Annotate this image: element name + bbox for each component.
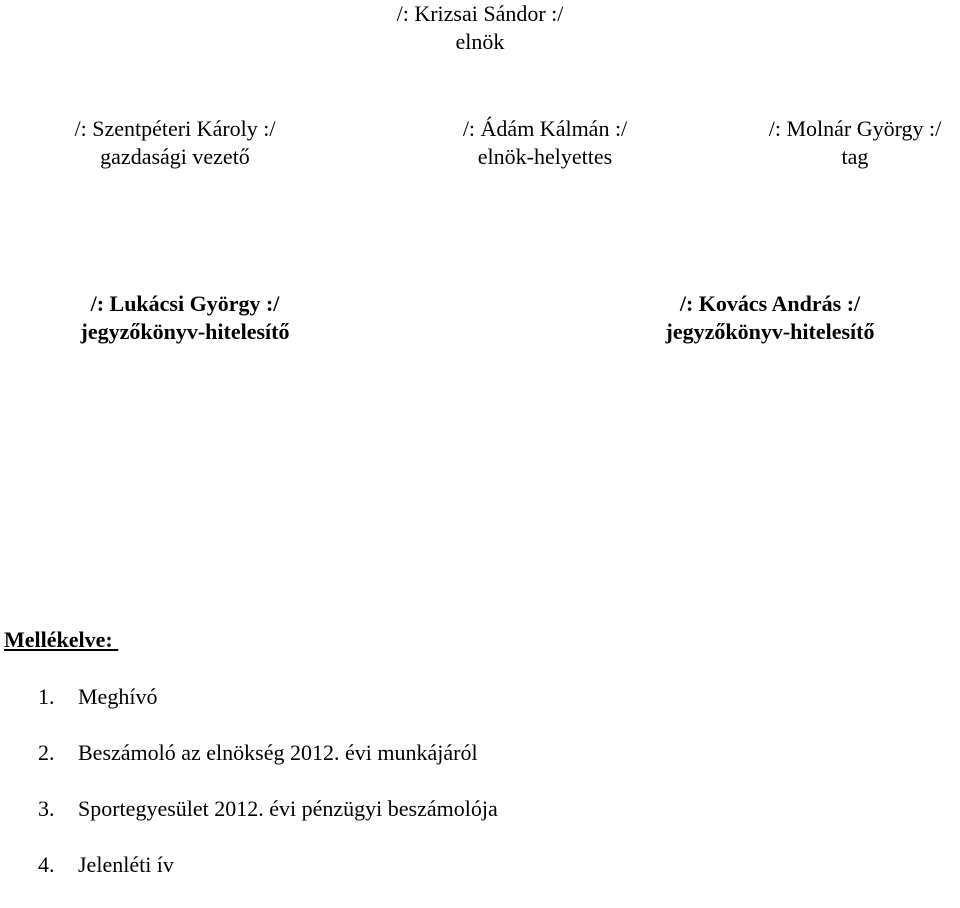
item-number: 2. [38, 740, 55, 765]
signer-role: jegyzőkönyv-hitelesítő [80, 319, 290, 344]
item-text: Jelenléti ív [78, 852, 174, 877]
signer-name: /: Lukácsi György :/ [90, 291, 280, 316]
signature-chair [380, 0, 580, 56]
item-number: 1. [38, 684, 55, 709]
signature-economic-leader [40, 115, 310, 171]
item-number: 3. [38, 796, 55, 821]
signature-vice-chair [410, 115, 680, 171]
item-text: Sportegyesület 2012. évi pénzügyi beszámolója [78, 796, 498, 821]
signer-name: /: Ádám Kálmán :/ [462, 116, 628, 141]
item-text: Beszámoló az elnökség 2012. évi munkájáról [78, 740, 478, 765]
signature-member [720, 115, 960, 171]
signature-authenticator-1 [40, 290, 330, 346]
signer-name: /: Molnár György :/ [768, 116, 942, 141]
signer-role: jegyzőkönyv-hitelesítő [665, 319, 875, 344]
signer-role: elnök-helyettes [477, 144, 613, 169]
signer-role: elnök [455, 29, 505, 54]
attachments-heading: Mellékelve: [4, 627, 119, 652]
item-text: Meghívó [78, 684, 158, 709]
signer-name: /: Szentpéteri Károly :/ [74, 116, 276, 141]
signer-role: gazdasági vezető [100, 144, 250, 169]
signer-name: /: Krizsai Sándor :/ [396, 1, 564, 26]
signature-authenticator-2 [600, 290, 940, 346]
signer-role: tag [841, 144, 869, 169]
item-number: 4. [38, 852, 55, 877]
signer-name: /: Kovács András :/ [679, 291, 861, 316]
